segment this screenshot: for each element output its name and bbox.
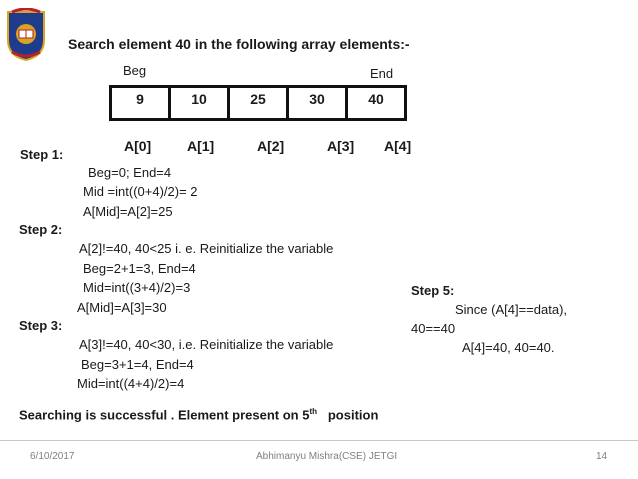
array-table <box>109 85 407 121</box>
footer-author: Abhimanyu Mishra(CSE) JETGI <box>256 451 398 462</box>
step3-line: A[3]!=40, 40<30, i.e. Reinitialize the variable <box>79 337 334 352</box>
step2-label: Step 2: <box>19 222 63 237</box>
array-cell: 9 <box>111 87 170 120</box>
conclusion <box>19 407 378 422</box>
step3-line: Beg=3+1=4, End=4 <box>81 357 194 372</box>
step1-line: Mid =int((0+4)/2)= 2 <box>83 184 198 199</box>
step2-line: Mid=int((3+4)/2)=3 <box>83 280 191 295</box>
step3-label: Step 3: <box>19 318 63 333</box>
array-cell: 10 <box>170 87 229 120</box>
step2-line: A[Mid]=A[3]=30 <box>77 300 167 315</box>
step5-line: 40==40 <box>411 321 456 336</box>
institute-logo <box>4 8 48 62</box>
conclusion-tail: position <box>327 407 379 423</box>
conclusion-text: Searching is successful . Element present on 5 <box>19 407 310 423</box>
step5-line: A[4]=40, 40=40. <box>462 340 555 355</box>
footer-page-number: 14 <box>596 451 608 462</box>
slide-title: Search element 40 in the following array elements:- <box>68 36 410 52</box>
array-cell: 25 <box>229 87 288 120</box>
index-label: A[1] <box>187 138 215 154</box>
step5-line: Since (A[4]==data), <box>455 302 568 317</box>
array-cell: 40 <box>347 87 406 120</box>
step5-label: Step 5: <box>411 283 455 298</box>
footer-divider <box>0 440 638 441</box>
step3-line: Mid=int((4+4)/2)=4 <box>77 376 185 391</box>
index-label: A[3] <box>327 138 355 154</box>
end-label: End <box>370 66 394 81</box>
index-label: A[2] <box>257 138 285 154</box>
index-label: A[0] <box>124 138 152 154</box>
step1-line: A[Mid]=A[2]=25 <box>83 204 173 219</box>
footer-date: 6/10/2017 <box>30 451 75 462</box>
array-cell: 30 <box>288 87 347 120</box>
step2-line: A[2]!=40, 40<25 i. e. Reinitialize the variable <box>79 241 334 256</box>
step2-line: Beg=2+1=3, End=4 <box>83 261 196 276</box>
index-label: A[4] <box>384 138 412 154</box>
conclusion-sup: th <box>309 407 317 416</box>
step1-line: Beg=0; End=4 <box>88 165 172 180</box>
step1-label: Step 1: <box>20 147 64 162</box>
beg-label: Beg <box>123 63 147 78</box>
